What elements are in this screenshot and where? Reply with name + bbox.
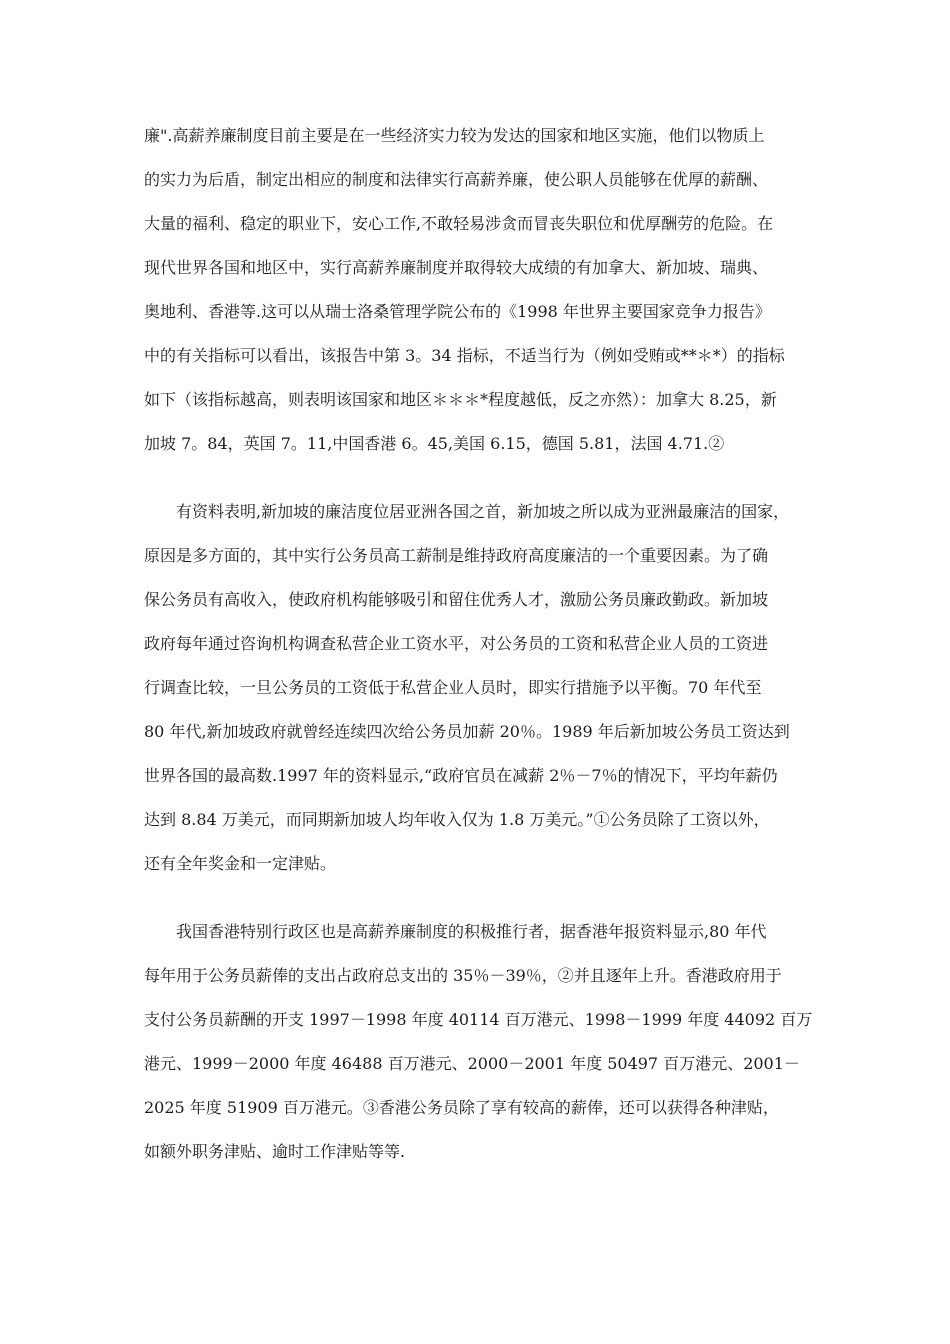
text-line: 保公务员有高收入，使政府机构能够吸引和留住优秀人才，激励公务员廉政勤政。新加坡 <box>144 590 769 609</box>
text-line: 现代世界各国和地区中，实行高薪养廉制度并取得较大成绩的有加拿大、新加坡、瑞典、 <box>144 258 769 277</box>
text-line: 政府每年通过咨询机构调查私营企业工资水平，对公务员的工资和私营企业人员的工资进 <box>144 634 769 653</box>
text-line: 中的有关指标可以看出，该报告中第 3。34 指标，不适当行为（例如受贿或**＊*）的指标 <box>144 346 785 365</box>
text-line: 如额外职务津贴、逾时工作津贴等等. <box>144 1142 406 1161</box>
text-line: 有资料表明,新加坡的廉洁度位居亚洲各国之首，新加坡之所以成为亚洲最廉洁的国家， <box>144 502 790 521</box>
paragraph-hong-kong <box>144 910 816 1174</box>
text-line: 还有全年奖金和一定津贴。 <box>144 854 337 873</box>
text-line: 加坡 7。84，英国 7。11,中国香港 6。45,美国 6.15，德国 5.81，法国 4.71.② <box>144 434 725 453</box>
paragraph-gap <box>144 466 816 490</box>
text-line: 奥地利、香港等.这可以从瑞士洛桑管理学院公布的《1998 年世界主要国家竞争力报告》 <box>144 302 771 321</box>
text-line: 的实力为后盾，制定出相应的制度和法律实行高薪养廉，使公职人员能够在优厚的薪酬、 <box>144 170 769 189</box>
text-line: 80 年代,新加坡政府就曾经连续四次给公务员加薪 20％。1989 年后新加坡公务员工资达到 <box>144 722 790 741</box>
paragraph-singapore <box>144 490 816 886</box>
text-line: 世界各国的最高数.1997 年的资料显示,“政府官员在减薪 2％－7％的情况下，平均年薪仍 <box>144 766 778 785</box>
document-page <box>144 114 816 1174</box>
text-line: 行调查比较，一旦公务员的工资低于私营企业人员时，即实行措施予以平衡。70 年代至 <box>144 678 762 697</box>
text-line: 如下（该指标越高，则表明该国家和地区＊＊＊*程度越低，反之亦然）：加拿大 8.25，新 <box>144 390 777 409</box>
text-line: 达到 8.84 万美元，而同期新加坡人均年收入仅为 1.8 万美元。”①公务员除了工资以外， <box>144 810 770 829</box>
text-line: 我国香港特别行政区也是高薪养廉制度的积极推行者，据香港年报资料显示,80 年代 <box>144 922 767 941</box>
text-line: 原因是多方面的，其中实行公务员高工薪制是维持政府高度廉洁的一个重要因素。为了确 <box>144 546 769 565</box>
text-line: 港元、1999－2000 年度 46488 百万港元、2000－2001 年度 50497 百万港元、2001－ <box>144 1054 800 1073</box>
text-line: 2025 年度 51909 百万港元。③香港公务员除了享有较高的薪俸，还可以获得各种津贴， <box>144 1098 779 1117</box>
text-line: 廉".高薪养廉制度目前主要是在一些经济实力较为发达的国家和地区实施，他们以物质上 <box>144 126 765 145</box>
text-line: 大量的福利、稳定的职业下，安心工作,不敢轻易涉贪而冒丧失职位和优厚酬劳的危险。在 <box>144 214 774 233</box>
text-line: 每年用于公务员薪俸的支出占政府总支出的 35％－39％，②并且逐年上升。香港政府用于 <box>144 966 782 985</box>
paragraph-high-salary-integrity <box>144 114 816 466</box>
paragraph-gap <box>144 886 816 910</box>
text-line: 支付公务员薪酬的开支 1997－1998 年度 40114 百万港元、1998－1999 年度 44092 百万 <box>144 1010 813 1029</box>
